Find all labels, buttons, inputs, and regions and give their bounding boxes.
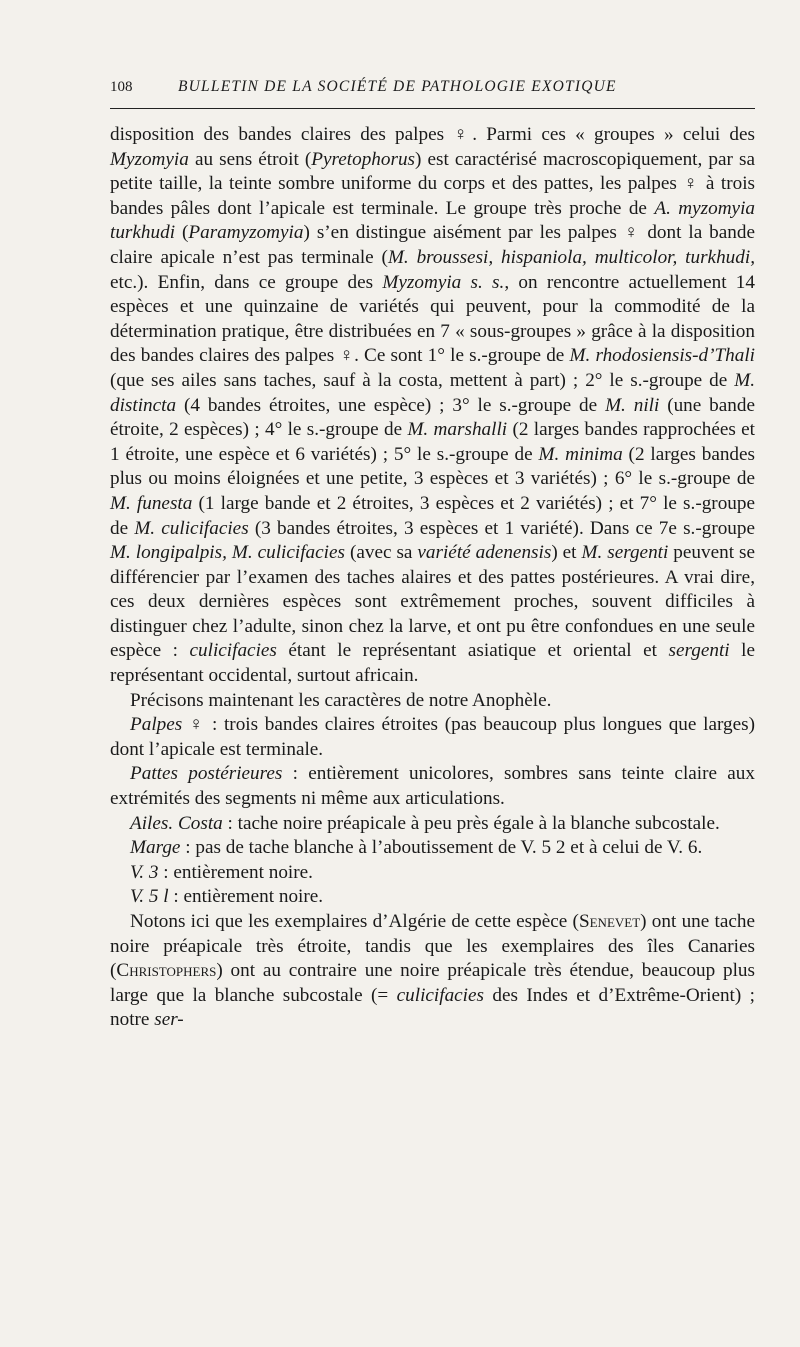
italic-text: M. marshalli	[407, 419, 508, 441]
text-run: , on rencontre actuellement 14 espèces et une quinzaine de variétés qui peuvent, pour la commodité de la détermination pratique, être distribuées en 7 « sous-groupes » grâce à la disposition des bandes claires des palpes ♀. Ce sont 1° le s.-groupe de	[110, 271, 755, 367]
italic-text: culicifacies	[189, 640, 277, 662]
text-run: : pas de tache blanche à l’aboutissement de V. 5 2 et à celui de V. 6.	[180, 837, 703, 859]
italic-text: Myzomyia	[110, 148, 189, 170]
running-title: BULLETIN DE LA SOCIÉTÉ DE PATHOLOGIE EXOTIQUE	[178, 78, 617, 95]
italic-text: M. culicifacies	[134, 517, 249, 539]
text-run: ) s’en distingue aisément par les palpes ♀ dont la bande claire apicale n’est pas terminale (	[110, 222, 755, 268]
italic-text: ser-	[154, 1009, 184, 1031]
italic-text: M. funesta	[110, 492, 193, 514]
paragraph	[110, 762, 755, 811]
text-run: (1 large bande et 2 étroites, 3 espèces et 2 variétés) ; et 7° le s.-groupe de	[110, 492, 755, 539]
text-run: ) ont une tache noire préapicale très étroite, tandis que les exemplaires des îles Canaries (	[110, 911, 755, 982]
italic-text: M. sergenti	[581, 542, 669, 564]
italic-text: M. broussesi, hispaniola, multicolor, turkhudi,	[387, 246, 755, 268]
author-name: Christophers	[116, 960, 217, 982]
running-header	[110, 78, 755, 102]
author-name: Senevet	[578, 911, 641, 932]
text-run: (	[175, 222, 189, 244]
paragraph	[110, 123, 755, 689]
text-run: (avec sa	[344, 542, 418, 564]
text-run: : tache noire préapicale à peu près égale à la blanche subcostale.	[222, 812, 720, 834]
italic-text: A. myzomyia turkhudi	[110, 197, 755, 244]
italic-text: M. rhodosiensis-d’Thali	[569, 345, 756, 367]
paragraph	[110, 861, 755, 886]
italic-text: V. 3	[130, 861, 159, 883]
italic-text: M. minima	[538, 443, 623, 465]
text-run: étant le représentant asiatique et oriental et	[276, 640, 669, 662]
text-run: : trois bandes claires étroites (pas beaucoup plus longues que larges) dont l’apicale est terminale.	[110, 714, 755, 760]
italic-text: Marge	[130, 837, 181, 859]
text-run: (4 bandes étroites, une espèce) ; 3° le s.-groupe de	[176, 394, 606, 416]
text-run: des Indes et d’Extrême-Orient) ; notre	[110, 984, 755, 1031]
italic-text: M. distincta	[110, 369, 755, 416]
text-run: ) et	[551, 542, 582, 564]
paragraph	[110, 689, 755, 714]
italic-text: M. longipalpis, M. culicifacies	[110, 542, 345, 564]
text-run: (une bande étroite, 2 espèces) ; 4° le s.-groupe de	[110, 394, 755, 441]
italic-text: culicifacies	[396, 984, 484, 1006]
text-run: disposition des bandes claires des palpes ♀. Parmi ces « groupes » celui des	[110, 124, 755, 145]
text-run: Notons ici que les exemplaires d’Algérie de cette espèce (	[130, 911, 579, 932]
header-rule	[110, 108, 755, 109]
italic-text: M. nili	[605, 394, 660, 416]
italic-text: Paramyzomyia	[188, 222, 304, 244]
text-run: : entièrement noire.	[158, 861, 313, 883]
text-run: le représentant occidental, surtout africain.	[110, 640, 755, 687]
journal-page	[110, 78, 755, 1033]
italic-text: Ailes. Costa	[130, 812, 223, 834]
text-run: Précisons maintenant les caractères de notre Anophèle.	[130, 689, 552, 711]
text-run: ) ont au contraire une noire préapicale très étendue, beaucoup plus large que la blanche subcostale (=	[110, 960, 755, 1006]
text-run: (que ses ailes sans taches, sauf à la costa, mettent à part) ; 2° le s.-groupe de	[110, 369, 735, 391]
body-text	[110, 123, 755, 1033]
paragraph	[110, 885, 755, 910]
text-run: (2 larges bandes rapprochées et 1 étroite, une espèce et 6 variétés) ; 5° le s.-groupe de	[110, 419, 755, 465]
italic-text: Pattes postérieures	[130, 763, 283, 785]
page-number: 108	[110, 79, 133, 95]
text-run: etc.). Enfin, dans ce groupe des	[110, 271, 383, 293]
text-run: (2 larges bandes plus ou moins éloignées et une petite, 3 espèces et 3 variétés) ; 6° le s.-groupe de	[110, 443, 756, 490]
text-run: (3 bandes étroites, 3 espèces et 1 variété). Dans ce 7e s.-groupe	[248, 517, 756, 539]
italic-text: V. 5 l	[130, 886, 169, 908]
text-run: : entièrement unicolores, sombres sans teinte claire aux extrémités des segments ni même aux articulations.	[110, 763, 755, 810]
paragraph	[110, 713, 755, 762]
italic-text: Palpes ♀	[130, 714, 206, 736]
text-run: ) est caractérisé macroscopiquement, par sa petite taille, la teinte sombre uniforme du corps et des pattes, les palpes ♀ à trois bandes pâles dont l’apicale est terminale. Le groupe très proche de	[110, 148, 755, 219]
text-run: au sens étroit (	[188, 148, 312, 170]
italic-text: variété adenensis	[417, 542, 552, 564]
italic-text: Myzomyia s. s.	[382, 271, 505, 293]
text-run: : entièrement noire.	[168, 886, 324, 908]
italic-text: sergenti	[668, 640, 730, 662]
paragraph	[110, 836, 755, 861]
paragraph	[110, 910, 755, 1033]
text-run: peuvent se différencier par l’examen des taches alaires et des pattes postérieures. A vrai dire, ces deux dernières espèces sont extrêmement proches, souvent difficiles à distinguer chez l’adulte, sinon chez la larve, et ont pu être confondues en une seule espèce :	[110, 542, 755, 662]
paragraph	[110, 812, 755, 837]
italic-text: Pyretophorus	[311, 148, 416, 170]
